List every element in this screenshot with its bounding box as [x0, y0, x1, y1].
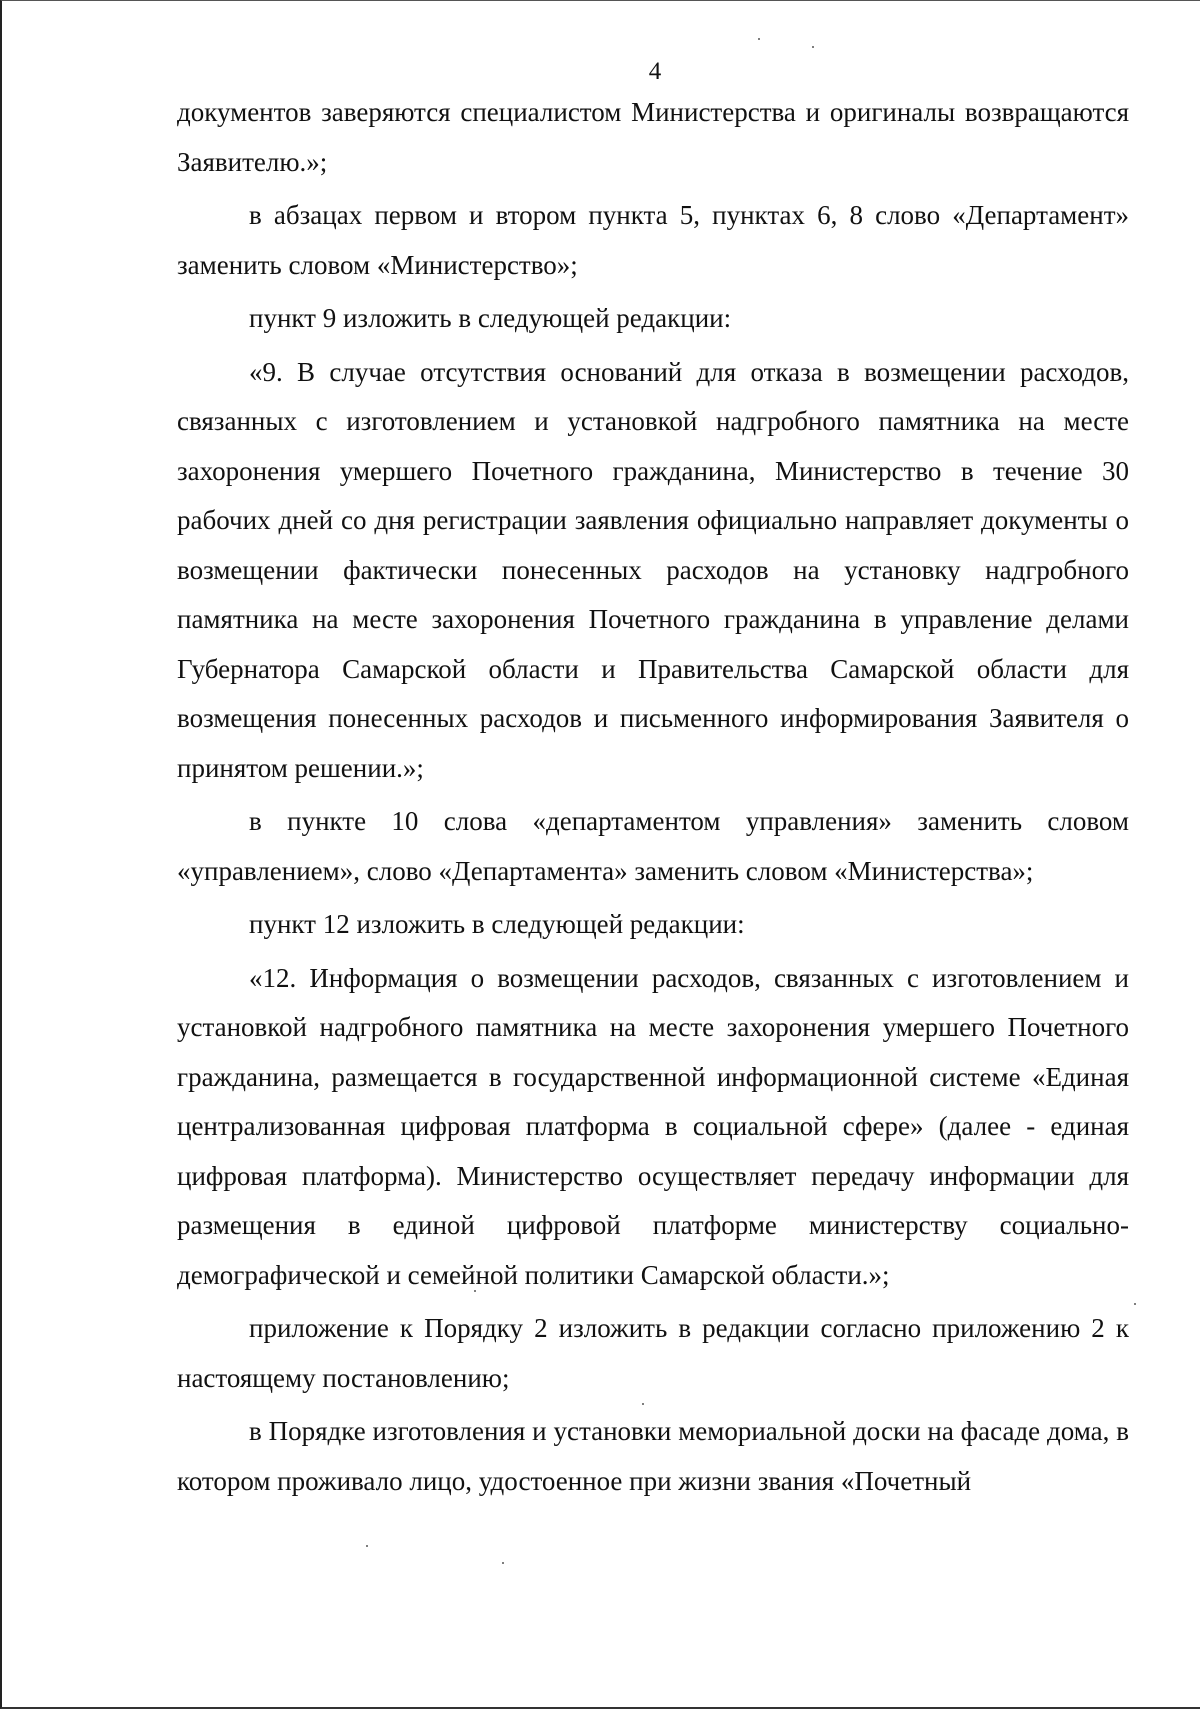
paragraph-6: пункт 12 изложить в следующей редакции:: [249, 909, 745, 939]
scan-speck: [366, 1545, 368, 1547]
page-number: 4: [648, 58, 662, 85]
scan-speck: [1134, 1303, 1136, 1305]
document-body: [177, 88, 1129, 1506]
scan-speck: [474, 1290, 476, 1292]
scan-speck: [642, 1403, 644, 1405]
paragraph-2: в абзацах первом и втором пункта 5, пунктах 6, 8 слово «Департамент» заменить словом «Министерство»;: [177, 200, 1129, 280]
paragraph-8: приложение к Порядку 2 изложить в редакции согласно приложению 2 к настоящему постановлению;: [177, 1313, 1129, 1393]
scan-speck: [502, 1562, 504, 1564]
scan-speck: [812, 46, 814, 48]
paragraph-9: в Порядке изготовления и установки мемориальной доски на фасаде дома, в котором проживало лицо, удостоенное при жизни звания «Почетный: [177, 1416, 1129, 1496]
scan-speck: [758, 38, 760, 40]
paragraph-1: документов заверяются специалистом Министерства и оригиналы возвращаются Заявителю.»;: [177, 97, 1129, 177]
paragraph-4: «9. В случае отсутствия оснований для отказа в возмещении расходов, связанных с изготовлением и установкой надгробного памятника на месте захоронения умершего Почетного гражданина, Министерство в течение 30 рабочих дней со дня регистрации заявления официально направляет документы о возмещении фактически понесенных расходов на установку надгробного памятника на месте захоронения Почетного гражданина в управление делами Губернатора Самарской области и Правительства Самарской области для возмещения понесенных расходов и письменного информирования Заявителя о принятом решении.»;: [177, 356, 1129, 783]
paragraph-3: пункт 9 изложить в следующей редакции:: [249, 303, 732, 333]
paragraph-5: в пункте 10 слова «департаментом управления» заменить словом «управлением», слово «Департамента» заменить словом «Министерства»;: [177, 806, 1129, 886]
paragraph-7: «12. Информация о возмещении расходов, связанных с изготовлением и установкой надгробного памятника на месте захоронения умершего Почетного гражданина, размещается в государственной информационной системе «Единая централизованная цифровая платформа в социальной сфере» (далее - единая цифровая платформа). Министерство осуществляет передачу информации для размещения в единой цифровой платформе министерству социально-демографической и семейной политики Самарской области.»;: [177, 962, 1129, 1290]
